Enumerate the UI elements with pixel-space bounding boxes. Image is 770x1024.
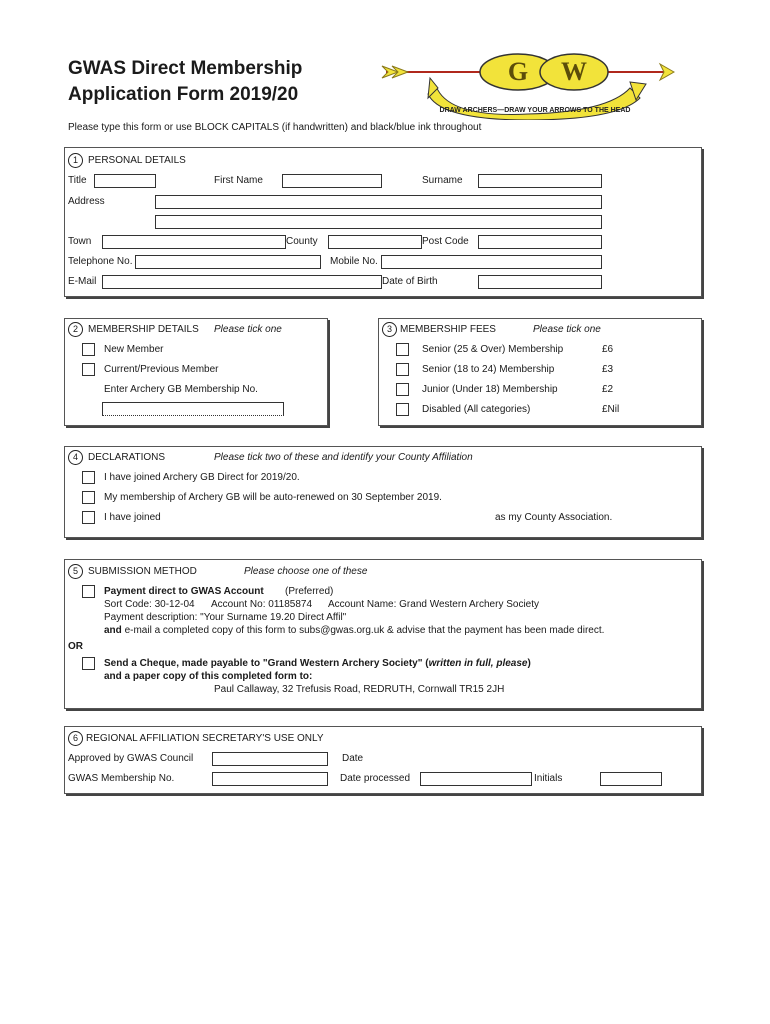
surname-field[interactable] [478,174,602,188]
date-processed-field[interactable] [420,772,532,786]
sort-code: Sort Code: 30-12-04 [104,599,195,610]
fee-senior-25-label: Senior (25 & Over) Membership [422,344,564,355]
section-number-1: 1 [68,153,83,168]
initials-label: Initials [534,773,563,784]
section-number-5: 5 [68,564,83,579]
declaration-2-text: My membership of Archery GB will be auto-renewed on 30 September 2019. [104,492,442,503]
email-field[interactable] [102,275,382,289]
surname-label: Surname [422,175,463,186]
title-label: Title [68,175,87,186]
fee-junior-price: £2 [602,384,614,395]
postal-address: Paul Callaway, 32 Trefusis Road, REDRUTH, Cornwall TR15 2JH [214,684,505,695]
approved-label: Approved by GWAS Council [68,753,194,764]
payment-description: Payment description: "Your Surname 19.20 Direct Affil" [104,612,347,623]
new-member-checkbox[interactable] [82,343,95,356]
declaration-3-checkbox[interactable] [82,511,95,524]
or-label: OR [68,641,83,652]
county-association-text: as my County Association. [495,512,613,523]
svg-text:W: W [561,57,587,86]
fee-senior-25-checkbox[interactable] [396,343,409,356]
logo-banner-text: DRAW ARCHERS—DRAW YOUR ARROWS TO THE HEAD [439,107,631,114]
declarations-heading: DECLARATIONS [88,452,166,463]
date-processed-label: Date processed [340,773,411,784]
new-member-label: New Member [104,344,164,355]
initials-field[interactable] [600,772,662,786]
declaration-3-text: I have joined [104,512,161,523]
fee-junior-checkbox[interactable] [396,383,409,396]
instructions: Please type this form or use BLOCK CAPITALS (if handwritten) and black/blue ink throughout [68,122,482,133]
mobile-field[interactable] [381,255,602,269]
fee-senior-18-price: £3 [602,364,614,375]
cheque-close: ) [527,658,531,669]
telephone-field[interactable] [135,255,321,269]
title-field[interactable] [94,174,156,188]
email-note-line [104,625,604,636]
membership-no-label: GWAS Membership No. [68,773,175,784]
current-member-label: Current/Previous Member [104,364,219,375]
fee-senior-18-label: Senior (18 to 24) Membership [422,364,555,375]
county-field[interactable] [328,235,422,249]
town-label: Town [68,236,92,247]
submission-hint: Please choose one of these [244,566,368,577]
declaration-1-text: I have joined Archery GB Direct for 2019/20. [104,472,300,483]
and-word: and [104,625,122,636]
fees-hint: Please tick one [533,324,601,335]
date-label: Date [342,753,364,764]
fee-senior-25-price: £6 [602,344,614,355]
paper-copy-note: and a paper copy of this completed form to: [104,671,313,682]
gwas-logo [378,48,694,120]
section-number-4: 4 [68,450,83,465]
cheque-text: Send a Cheque, made payable to "Grand Western Archery Society" ( [104,658,429,669]
personal-heading: PERSONAL DETAILS [88,155,186,166]
title-line-1: GWAS Direct Membership [68,58,303,79]
county-label: County [286,236,318,247]
declaration-2-checkbox[interactable] [82,491,95,504]
fee-disabled-label: Disabled (All categories) [422,404,531,415]
membership-no-field[interactable] [212,772,328,786]
fee-senior-18-checkbox[interactable] [396,363,409,376]
address-line-2-field[interactable] [155,215,602,229]
account-number: Account No: 01185874 [211,599,313,610]
membership-heading: MEMBERSHIP DETAILS [88,324,199,335]
fee-junior-label: Junior (Under 18) Membership [422,384,558,395]
payment-direct-title: Payment direct to GWAS Account [104,586,264,597]
preferred-note: (Preferred) [285,586,334,597]
dob-field[interactable] [478,275,602,289]
regional-heading: REGIONAL AFFILIATION SECRETARY'S USE ONLY [86,733,324,744]
post-code-label: Post Code [422,236,469,247]
first-name-label: First Name [214,175,263,186]
address-line-1-field[interactable] [155,195,602,209]
fee-disabled-price: £Nil [602,404,620,415]
payment-direct-checkbox[interactable] [82,585,95,598]
section-number-3: 3 [382,322,397,337]
declaration-1-checkbox[interactable] [82,471,95,484]
email-label: E-Mail [68,276,97,287]
mobile-label: Mobile No. [330,256,378,267]
approved-field[interactable] [212,752,328,766]
declarations-hint: Please tick two of these and identify your County Affiliation [214,452,473,463]
cheque-italic: written in full, please [428,658,528,669]
dob-label: Date of Birth [382,276,438,287]
account-name: Account Name: Grand Western Archery Society [328,599,540,610]
section-number-2: 2 [68,322,83,337]
submission-heading: SUBMISSION METHOD [88,566,197,577]
title-line-2: Application Form 2019/20 [68,84,299,105]
telephone-label: Telephone No. [68,256,133,267]
svg-text:G: G [507,57,529,86]
section-number-6: 6 [68,731,83,746]
cheque-checkbox[interactable] [82,657,95,670]
current-member-checkbox[interactable] [82,363,95,376]
membership-hint: Please tick one [214,324,282,335]
town-field[interactable] [102,235,286,249]
post-code-field[interactable] [478,235,602,249]
agb-number-label: Enter Archery GB Membership No. [104,384,258,395]
fee-disabled-checkbox[interactable] [396,403,409,416]
address-label: Address [68,196,105,207]
first-name-field[interactable] [282,174,382,188]
fees-heading: MEMBERSHIP FEES [400,324,496,335]
cheque-line [104,658,531,669]
email-note: e-mail a completed copy of this form to subs@gwas.org.uk & advise that the payment has been made direct. [124,625,605,636]
agb-number-field[interactable] [102,402,284,416]
